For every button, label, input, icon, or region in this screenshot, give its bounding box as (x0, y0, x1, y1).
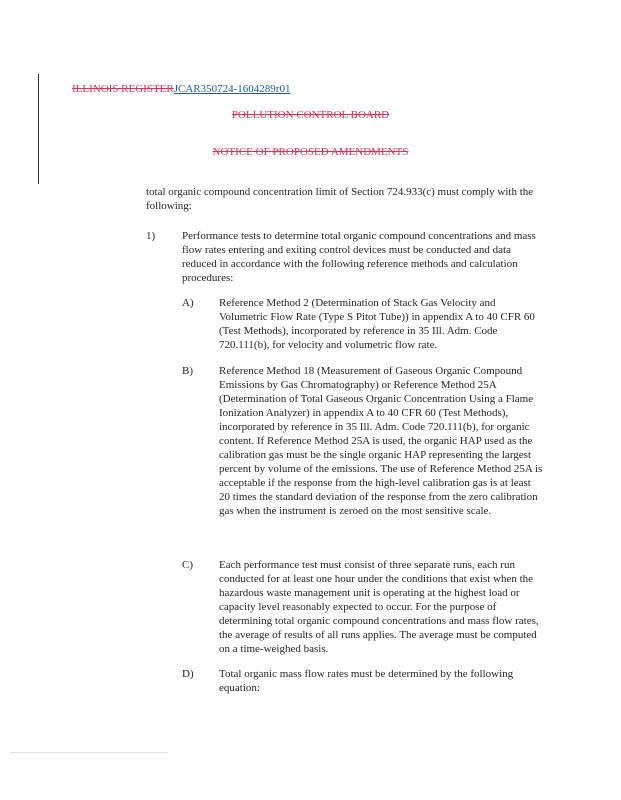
subitem-d-text: Total organic mass flow rates must be determined by the following equation: (219, 668, 514, 694)
register-title-deleted: ILLINOIS REGISTER (72, 83, 174, 95)
subitem-b-label: B) (182, 365, 193, 377)
footer-rule (10, 752, 168, 753)
intro-paragraph: total organic compound concentration limit of Section 724.933(c) must comply with the following: (146, 186, 534, 212)
subitem-c-text: Each performance test must consist of three separate runs, each run conducted for at least one hour under the conditions that exist when the hazardous waste management unit is operating at the highest load or capacity level reasonably expected to occur. For the purpose of determining total organic compound concentrations and mass flow rates, the average of results of all runs applies. The average must be computed on a time-weighed basis. (219, 559, 539, 655)
register-header (72, 83, 290, 96)
board-header (0, 109, 621, 122)
revision-change-bar (38, 74, 39, 184)
notice-header (0, 146, 621, 159)
subitem-a-label: A) (182, 297, 194, 309)
board-title-deleted: POLLUTION CONTROL BOARD (231, 109, 390, 121)
subitem-d-label: D) (182, 668, 194, 680)
subitem-a-text: Reference Method 2 (Determination of Stack Gas Velocity and Volumetric Flow Rate (Type S Pitot Tube)) in appendix A to 40 CFR 60 (Test Methods), incorporated by reference in 35 Ill. Adm. Code 720.111(b), for velocity and volumetric flow rate. (219, 297, 535, 351)
notice-title-deleted: NOTICE OF PROPOSED AMENDMENTS (212, 146, 409, 158)
item-1-number: 1) (146, 230, 156, 242)
jcar-code-inserted: JCAR350724-1604289r01 (173, 83, 291, 95)
item-1-text: Performance tests to determine total organic compound concentrations and mass flow rates entering and exiting control devices must be conducted and data reduced in accordance with the following reference methods and calculation procedures: (182, 230, 536, 284)
subitem-b-text: Reference Method 18 (Measurement of Gaseous Organic Compound Emissions by Gas Chromatography) or Reference Method 25A (Determination of Total Gaseous Organic Concentration Using a Flame Ionization Analyzer) in appendix A to 40 CFR 60 (Test Methods), incorporated by reference in 35 Ill. Adm. Code 720.111(b), for organic content. If Reference Method 25A is used, the organic HAP used as the calibration gas must be the single organic HAP representing the largest percent by volume of the emissions. The use of Reference Method 25A is acceptable if the response from the high-level calibration gas is at least 20 times the standard deviation of the response from the zero calibration gas when the instrument is zeroed on the most sensitive scale. (219, 365, 543, 517)
subitem-c-label: C) (182, 559, 193, 571)
